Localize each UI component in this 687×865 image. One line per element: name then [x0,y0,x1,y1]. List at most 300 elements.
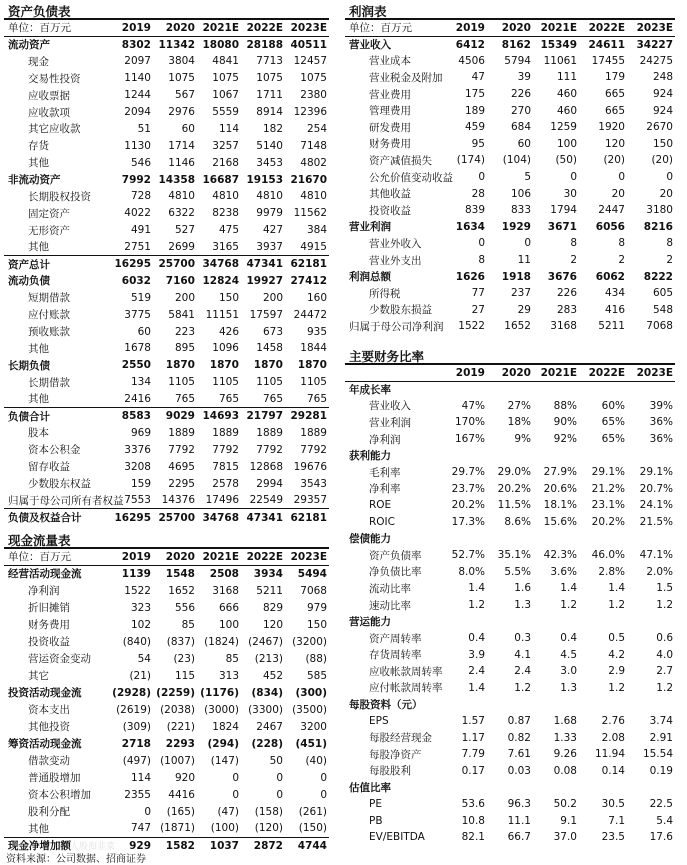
value-cell: 159 [130,477,151,490]
value-cell: 935 [306,325,327,338]
value-cell: 1.2 [560,599,577,612]
value-cell: 519 [130,291,151,304]
table-row [345,69,675,86]
value-cell: (3200) [292,635,327,648]
value-cell: 1075 [256,72,283,85]
table-row [345,36,675,53]
table-row [4,222,329,239]
value-cell: 283 [556,303,577,316]
value-cell: 1037 [197,837,241,854]
value-cell: 920 [174,771,195,784]
value-cell: 2872 [241,837,285,854]
value-cell: (50) [555,154,577,167]
value-cell [579,696,627,713]
income-statement-title: 利润表 [345,4,675,20]
value-cell: 1.2 [468,599,485,612]
table-row [4,137,329,154]
row-label: 所得税 [369,287,401,300]
row-label: 管理费用 [369,105,411,118]
value-cell: (2038) [160,703,195,716]
value-cell: 17.6 [649,831,673,844]
value-cell: 8583 [109,408,153,425]
value-cell: 7792 [212,443,239,456]
value-cell: 765 [306,392,327,405]
value-cell: 29.7% [451,466,485,479]
value-cell: 12868 [249,460,283,473]
row-label: 少数股东权益 [28,478,91,491]
value-cell: 52.7% [451,549,485,562]
value-cell: 47.1% [639,549,673,562]
row-label: 营业利润 [369,416,411,429]
value-cell: 150 [218,291,239,304]
value-cell: 4022 [124,207,151,220]
value-cell: 182 [262,122,283,135]
value-cell: 18% [507,416,531,429]
unit-label: 单位：百万元 [8,551,71,564]
value-cell: 10.8 [461,814,485,827]
table-row [345,514,675,531]
row-label: 应付帐款周转率 [369,682,443,695]
balance-sheet-panel [4,4,329,526]
value-cell: 18080 [202,38,239,51]
value-cell: 0.03 [507,764,531,777]
row-label: 存货周转率 [369,649,422,662]
row-label: 获利能力 [349,450,391,463]
table-row [345,481,675,498]
value-cell: (2467) [248,635,283,648]
value-cell: 100 [556,137,577,150]
table-row [345,746,675,763]
table-row [4,701,329,718]
row-label: 股利分配 [28,806,70,818]
value-cell: 1.2 [656,681,673,694]
table-row [345,219,675,236]
value-cell: (294) [207,737,239,750]
balance-sheet-title: 资产负债表 [4,4,329,20]
income-statement-table [345,20,675,335]
row-label: 营运能力 [349,616,391,629]
value-cell: 0.82 [507,731,531,744]
value-cell: 7148 [300,139,327,152]
value-cell: (1824) [204,635,239,648]
row-label: 资产减值损失 [369,154,432,167]
value-cell: 567 [174,89,195,102]
value-cell: 223 [174,325,195,338]
value-cell: 1105 [212,376,239,389]
value-cell: 491 [130,224,151,237]
value-cell: (2259) [156,686,195,699]
value-cell: 5.5% [504,565,531,578]
table-row [4,70,329,87]
value-cell: 7.61 [507,748,531,761]
value-cell: 0.4 [468,632,485,645]
value-cell: 2.4 [514,665,531,678]
value-cell: 2.9 [608,665,625,678]
year-column-header: 2019 [121,550,151,563]
value-cell: 21.5% [639,516,673,529]
value-cell: 66.7 [507,831,531,844]
row-label: 其他收益 [369,188,411,201]
income-statement-panel [345,4,675,335]
value-cell: 24472 [293,308,327,321]
value-cell: 4744 [285,837,329,854]
table-header-row [345,365,675,381]
table-row [4,616,329,633]
row-label: 营业收入 [369,400,411,413]
value-cell: 65% [601,416,625,429]
table-row [345,252,675,269]
table-row [4,374,329,391]
value-cell: 666 [218,601,239,614]
value-cell: 1244 [124,89,151,102]
value-cell: 9029 [153,408,197,425]
value-cell: 29 [517,303,531,316]
value-cell: 0.6 [656,632,673,645]
row-label: 毛利率 [369,466,401,479]
value-cell [441,779,487,796]
value-cell: 111 [556,71,577,84]
value-cell: 50.2 [553,798,577,811]
value-cell: 1.2 [608,681,625,694]
value-cell: 0 [276,771,283,784]
table-row [345,530,675,547]
value-cell: (228) [251,737,283,750]
value-cell: 6062 [595,270,625,283]
value-cell: 924 [652,88,673,101]
value-cell: (20) [651,154,673,167]
value-cell: 150 [306,618,327,631]
value-cell: 728 [130,190,151,203]
value-cell: 0.5 [608,632,625,645]
row-label: PB [369,814,383,827]
value-cell: 3804 [168,55,195,68]
year-column-header: 2023E [290,21,327,34]
value-cell: 46.0% [591,549,625,562]
value-cell: 4810 [256,190,283,203]
row-label: 估值比率 [349,782,391,795]
value-cell: 0 [232,788,239,801]
value-cell: 2094 [124,106,151,118]
value-cell: 2 [570,254,577,267]
row-label: 净负债比率 [369,566,422,579]
row-label: 应收帐款周转率 [369,665,443,678]
value-cell: 42.3% [543,549,577,562]
table-row [345,464,675,481]
row-label: 偿债能力 [349,533,391,546]
value-cell: 1870 [297,359,327,372]
table-row [345,613,675,630]
value-cell: 665 [604,104,625,117]
value-cell: (300) [295,686,327,699]
value-cell: 175 [464,88,485,101]
value-cell: 34768 [197,509,241,526]
value-cell: 2467 [256,720,283,733]
value-cell: 11.5% [497,499,531,512]
row-label: 每股资料（元） [349,699,423,712]
value-cell: 459 [464,121,485,134]
table-row [345,285,675,302]
table-row [345,497,675,514]
value-cell: 20.2% [451,499,485,512]
value-cell: 2168 [212,156,239,169]
value-cell: (2619) [116,703,151,716]
row-label: 资本公积增加 [28,789,91,801]
value-cell: (88) [305,652,327,665]
table-row [345,713,675,730]
table-row [4,306,329,323]
value-cell: 1918 [501,270,531,283]
value-cell: 1.4 [608,582,625,595]
value-cell: 254 [306,122,327,135]
value-cell: 8.6% [504,516,531,529]
year-column-header: 2022E [246,21,283,34]
value-cell: 4841 [212,55,239,68]
value-cell: 47341 [241,256,285,273]
value-cell: 0 [666,171,673,184]
value-cell [579,381,627,398]
value-cell: 2295 [168,477,195,490]
value-cell: (451) [295,737,327,750]
value-cell: 426 [218,325,239,338]
value-cell: 3934 [253,567,283,580]
value-cell [627,447,675,464]
value-cell: 1.2 [608,599,625,612]
table-row [345,185,675,202]
value-cell: 4802 [300,156,327,169]
row-label: 无形资产 [28,224,70,237]
value-cell: 3.74 [649,715,673,728]
year-column-header: 2019 [455,21,485,34]
value-cell: 18.1% [543,499,577,512]
value-cell: (120) [254,822,283,835]
value-cell: 5559 [212,106,239,118]
value-cell: 1844 [300,342,327,355]
value-cell: 1870 [165,359,195,372]
value-cell: 8 [618,237,625,250]
value-cell: 20.2% [591,516,625,529]
value-cell: (1871) [160,822,195,835]
value-cell [441,696,487,713]
value-cell: 2.7 [656,665,673,678]
value-cell: 2416 [124,392,151,405]
table-row [4,154,329,171]
value-cell: 5494 [297,567,327,580]
table-row [4,53,329,70]
table-row [345,829,675,846]
table-row [345,763,675,780]
value-cell: 24611 [588,38,625,51]
value-cell [487,779,533,796]
value-cell [487,447,533,464]
table-row [345,630,675,647]
value-cell: 1870 [253,359,283,372]
value-cell: 895 [174,342,195,355]
value-cell: 5794 [504,54,531,67]
value-cell: 7160 [165,274,195,287]
value-cell: (40) [305,754,327,767]
value-cell: 150 [652,137,673,150]
value-cell: 17.3% [451,516,485,529]
value-cell: 1146 [168,156,195,169]
value-cell: 7792 [168,443,195,456]
value-cell: 4416 [168,788,195,801]
table-row [4,820,329,837]
value-cell: 92% [553,433,577,446]
table-row [4,171,329,188]
value-cell: 167% [454,433,485,446]
value-cell: 25700 [153,509,197,526]
value-cell: 8914 [256,106,283,118]
value-cell: 1.5 [656,582,673,595]
value-cell: (158) [254,805,283,818]
cash-flow-panel [4,533,329,854]
value-cell: 8222 [643,270,673,283]
row-label: 公允价值变动收益 [369,171,453,184]
row-label: 资产总计 [4,256,109,273]
value-cell: 5.4 [656,814,673,827]
value-cell: 7068 [300,584,327,597]
value-cell: (147) [210,754,239,767]
value-cell: 0 [320,788,327,801]
value-cell: 833 [510,204,531,217]
value-cell: 1075 [300,72,327,85]
table-row [4,357,329,374]
value-cell: 27 [471,303,485,316]
value-cell: 16295 [109,509,153,526]
value-cell: 17597 [249,308,283,321]
table-row [4,599,329,616]
value-cell: 2293 [165,737,195,750]
value-cell: 8302 [121,38,151,51]
value-cell: 3180 [646,204,673,217]
table-header-row [4,20,329,36]
value-cell: 0.14 [601,764,625,777]
value-cell: 1929 [501,220,531,233]
row-label: 资产周转率 [369,632,422,645]
table-row [345,729,675,746]
value-cell: 546 [130,156,151,169]
value-cell: 1067 [212,89,239,102]
value-cell: 39 [517,71,531,84]
value-cell: 3671 [547,220,577,233]
year-column-header: 2022E [588,21,625,34]
row-label: 资本支出 [28,704,70,716]
row-label: 资本公积金 [28,444,81,457]
table-row [4,718,329,735]
row-label: 非流动资产 [8,174,61,187]
value-cell: 765 [262,392,283,405]
row-label: 每股经营现金 [369,732,432,745]
value-cell: 54 [137,652,151,665]
year-column-header: 2021E [202,550,239,563]
value-cell: 1075 [212,72,239,85]
value-cell: 95 [471,137,485,150]
table-row [4,475,329,492]
table-row [4,188,329,205]
value-cell: 27% [507,399,531,412]
value-cell: 134 [130,376,151,389]
value-cell: (1007) [160,754,195,767]
table-row [4,492,329,509]
table-row [345,663,675,680]
table-row [4,205,329,222]
table-row [345,169,675,186]
value-cell: 527 [174,224,195,237]
value-cell: 4.2 [608,648,625,661]
watermark-text: 人股海韭菜 [70,842,116,852]
row-label: ROE [369,499,392,512]
row-label: 流动负债 [8,275,50,288]
table-row [4,441,329,458]
value-cell: 5140 [256,139,283,152]
table-row [345,779,675,796]
table-row [345,318,675,335]
value-cell: 21670 [290,173,327,186]
row-label: 应付账款 [28,309,70,322]
value-cell: 6412 [455,38,485,51]
value-cell: 8 [666,237,673,250]
table-row [345,53,675,70]
value-cell: 4810 [300,190,327,203]
year-column-header: 2020 [501,21,531,34]
value-cell: 189 [464,104,485,117]
unit-label: 单位：百万元 [349,22,412,35]
value-cell: (261) [298,805,327,818]
value-cell: 4.1 [514,648,531,661]
table-row [345,580,675,597]
row-label: 负债及权益合计 [4,509,109,526]
row-label: 长期借款 [28,376,70,389]
value-cell: 2.91 [649,731,673,744]
value-cell: 11061 [543,54,577,67]
value-cell: 1889 [300,426,327,439]
value-cell: (104) [502,154,531,167]
value-cell: 0 [478,237,485,250]
row-label: 折旧摊销 [28,602,70,614]
value-cell: 11562 [293,207,327,220]
value-cell: 53.6 [461,798,485,811]
value-cell [487,613,533,630]
value-cell: (3300) [248,703,283,716]
value-cell: 2380 [300,89,327,102]
table-row [4,769,329,786]
row-label: EPS [369,715,389,728]
value-cell: 665 [604,88,625,101]
value-cell [533,613,579,630]
value-cell: 3208 [124,460,151,473]
row-label: 其他 [28,241,49,254]
value-cell: 1.3 [560,681,577,694]
value-cell: 248 [652,71,673,84]
value-cell: 434 [604,287,625,300]
table-row [4,323,329,340]
value-cell [487,530,533,547]
value-cell: 1794 [550,204,577,217]
row-label: 经营活动现金流 [8,568,82,581]
value-cell: 605 [652,287,673,300]
table-row [345,547,675,564]
table-row [4,582,329,599]
value-cell: 62181 [285,256,329,273]
value-cell: 15349 [540,38,577,51]
value-cell: 1920 [598,121,625,134]
value-cell: 12824 [202,274,239,287]
table-row [4,408,329,425]
value-cell: 1105 [256,376,283,389]
value-cell: 226 [510,88,531,101]
table-row [4,104,329,121]
value-cell: 51 [137,122,151,135]
